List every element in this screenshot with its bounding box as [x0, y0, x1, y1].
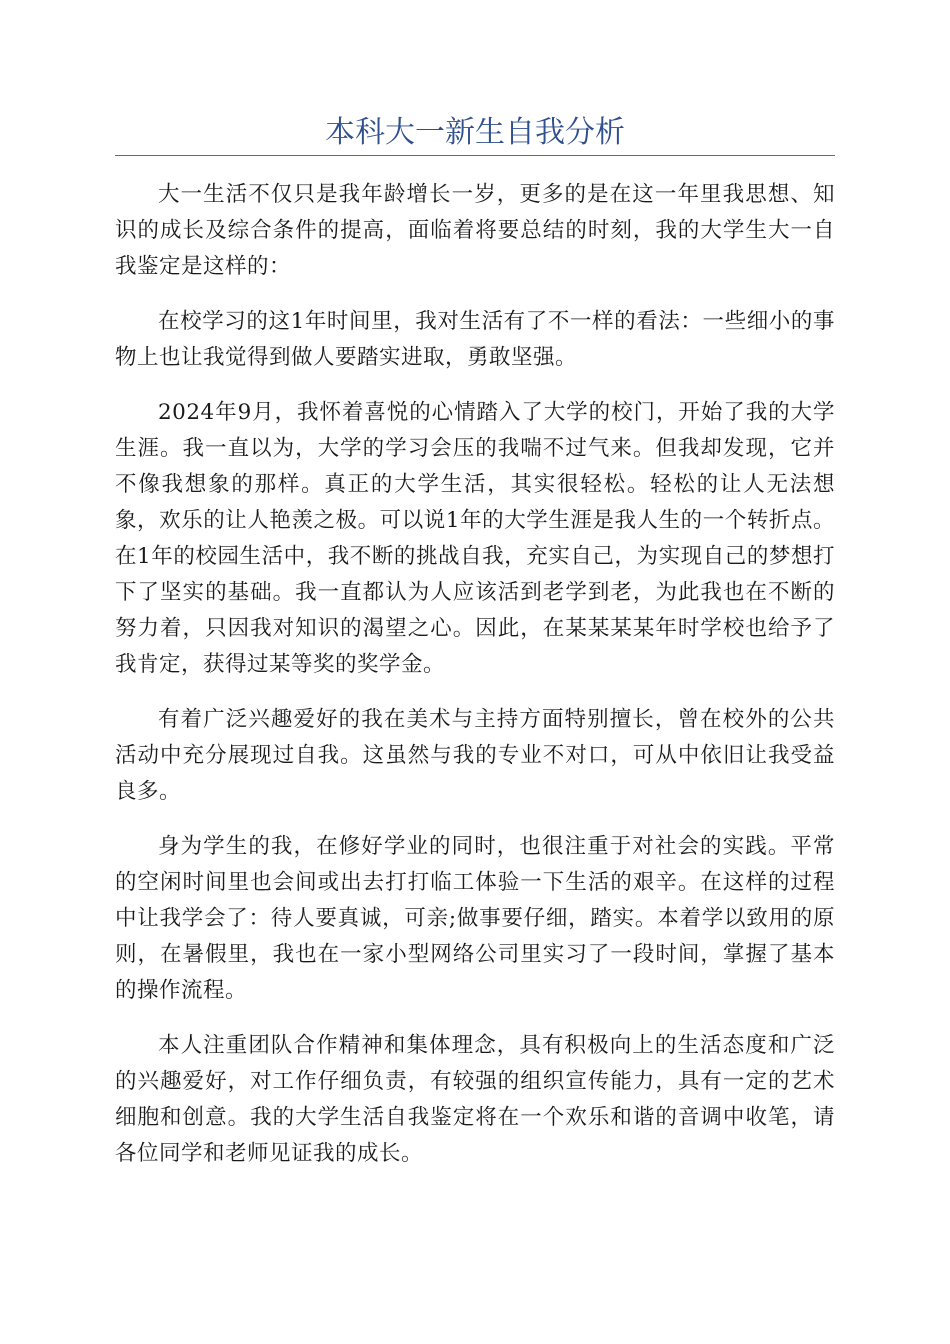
- title-underline: [115, 155, 835, 156]
- document-body: [115, 177, 835, 1191]
- paragraph-4: 有着广泛兴趣爱好的我在美术与主持方面特别擅长，曾在校外的公共活动中充分展现过自我。这虽然与我的专业不对口，可从中依旧让我受益良多。: [115, 707, 835, 804]
- paragraph-1: 大一生活不仅只是我年龄增长一岁，更多的是在这一年里我思想、知识的成长及综合条件的提高，面临着将要总结的时刻，我的大学生大一自我鉴定是这样的：: [115, 182, 835, 279]
- paragraph-6: 本人注重团队合作精神和集体理念，具有积极向上的生活态度和广泛的兴趣爱好，对工作仔细负责，有较强的组织宣传能力，具有一定的艺术细胞和创意。我的大学生活自我鉴定将在一个欢乐和谐的音调中收笔，请各位同学和老师见证我的成长。: [115, 1033, 835, 1166]
- paragraph-2: 在校学习的这1年时间里，我对生活有了不一样的看法：一些细小的事物上也让我觉得到做人要踏实进取，勇敢坚强。: [115, 309, 835, 370]
- document-title: 本科大一新生自我分析: [325, 115, 625, 150]
- paragraph-3: 2024年9月，我怀着喜悦的心情踏入了大学的校门，开始了我的大学生涯。我一直以为，大学的学习会压的我喘不过气来。但我却发现，它并不像我想象的那样。真正的大学生活，其实很轻松。轻松的让人无法想象，欢乐的让人艳羡之极。可以说1年的大学生涯是我人生的一个转折点。在1年的校园生活中，我不断的挑战自我，充实自己，为实现自己的梦想打下了坚实的基础。我一直都认为人应该活到老学到老，为此我也在不断的努力着，只因我对知识的渴望之心。因此，在某某某某年时学校也给予了我肯定，获得过某等奖的奖学金。: [115, 400, 835, 677]
- paragraph-5: 身为学生的我，在修好学业的同时，也很注重于对社会的实践。平常的空闲时间里也会间或出去打打临工体验一下生活的艰辛。在这样的过程中让我学会了：待人要真诚，可亲;做事要仔细，踏实。本着学以致用的原则，在暑假里，我也在一家小型网络公司里实习了一段时间，掌握了基本的操作流程。: [115, 834, 835, 1003]
